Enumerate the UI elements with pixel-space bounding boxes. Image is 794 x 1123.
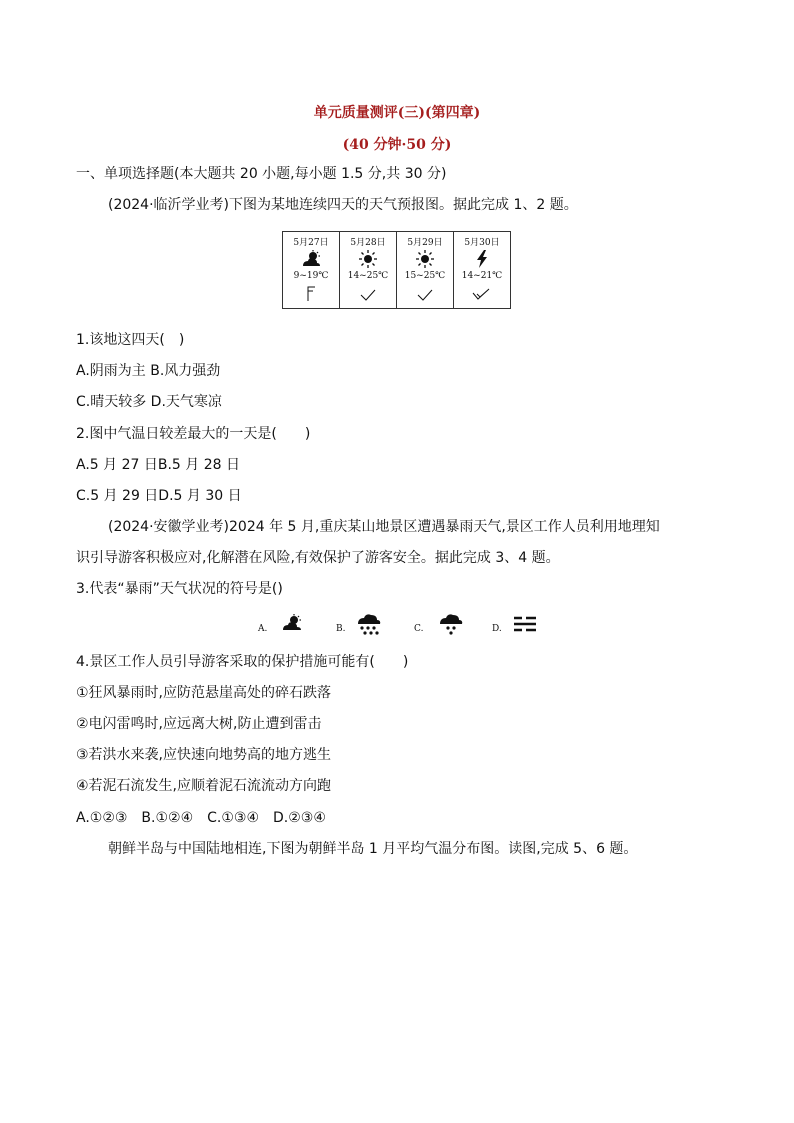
cloudy-sun-icon — [280, 614, 304, 636]
rain-icon — [438, 612, 464, 642]
forecast-date: 5月28日 — [350, 238, 386, 248]
wind-barb-icon — [397, 285, 453, 303]
question-4-item-4: ④若泥石流发生,应顺着泥石流流动方向跑 — [76, 778, 331, 794]
forecast-date: 5月30日 — [464, 238, 500, 248]
forecast-date: 5月27日 — [293, 238, 329, 248]
cloudy-sun-icon — [283, 250, 339, 270]
forecast-cell — [283, 232, 340, 309]
wind-barb-icon — [283, 285, 339, 303]
question-4-item-3: ③若洪水来袭,应快速向地势高的地方逃生 — [76, 747, 331, 763]
question-2-options-ab: A.5 月 27 日B.5 月 28 日 — [76, 457, 240, 473]
option-label: A. — [258, 624, 268, 634]
question-3-option-d — [492, 612, 552, 638]
forecast-cell — [340, 232, 397, 309]
option-label: C. — [414, 624, 424, 634]
sun-icon — [397, 250, 453, 270]
question-1-options-cd: C.晴天较多 D.天气寒凉 — [76, 394, 222, 410]
sun-icon — [340, 250, 396, 270]
intro-text-2-line2: 识引导游客积极应对,化解潜在风险,有效保护了游客安全。据此完成 3、4 题。 — [76, 550, 560, 566]
question-3-stem: 3.代表“暴雨”天气状况的符号是() — [76, 581, 283, 597]
forecast-temp: 14~25℃ — [347, 271, 389, 281]
wind-barb-icon — [454, 285, 510, 303]
option-label: B. — [336, 624, 346, 634]
question-4-stem: 4.景区工作人员引导游客采取的保护措施可能有( ) — [76, 654, 409, 670]
forecast-cell — [454, 232, 511, 309]
forecast-date: 5月29日 — [407, 238, 443, 248]
question-3-option-a — [258, 612, 318, 638]
rainstorm-icon — [356, 612, 382, 642]
intro-text-1: (2024·临沂学业考)下图为某地连续四天的天气预报图。据此完成 1、2 题。 — [108, 197, 578, 213]
page-subtitle: (40 分钟·50 分) — [342, 137, 452, 153]
wind-barb-icon — [340, 285, 396, 303]
fog-icon — [512, 614, 538, 638]
question-4-options: A.①②③ B.①②④ C.①③④ D.②③④ — [76, 810, 326, 826]
page-title: 单元质量测评(三)(第四章) — [313, 105, 481, 121]
question-1-options-ab: A.阴雨为主 B.风力强劲 — [76, 363, 221, 379]
question-2-stem: 2.图中气温日较差最大的一天是( ) — [76, 426, 311, 442]
section-heading: 一、单项选择题(本大题共 20 小题,每小题 1.5 分,共 30 分) — [76, 166, 447, 182]
forecast-temp: 15~25℃ — [404, 271, 446, 281]
lightning-icon — [454, 250, 510, 270]
forecast-temp: 9~19℃ — [293, 271, 329, 281]
question-4-item-2: ②电闪雷鸣时,应远离大树,防止遭到雷击 — [76, 716, 322, 732]
question-4-item-1: ①狂风暴雨时,应防范悬崖高处的碎石跌落 — [76, 685, 331, 701]
question-1-stem: 1.该地这四天( ) — [76, 332, 185, 348]
forecast-temp: 14~21℃ — [461, 271, 503, 281]
option-label: D. — [492, 624, 502, 634]
question-3-option-b — [336, 612, 396, 638]
forecast-cell — [397, 232, 454, 309]
question-3-option-c — [414, 612, 474, 638]
question-2-options-cd: C.5 月 29 日D.5 月 30 日 — [76, 488, 242, 504]
intro-text-3: 朝鲜半岛与中国陆地相连,下图为朝鲜半岛 1 月平均气温分布图。读图,完成 5、6 题。 — [108, 841, 638, 857]
intro-text-2-line1: (2024·安徽学业考)2024 年 5 月,重庆某山地景区遭遇暴雨天气,景区工作人员利用地理知 — [108, 519, 660, 535]
forecast-table — [282, 231, 511, 309]
